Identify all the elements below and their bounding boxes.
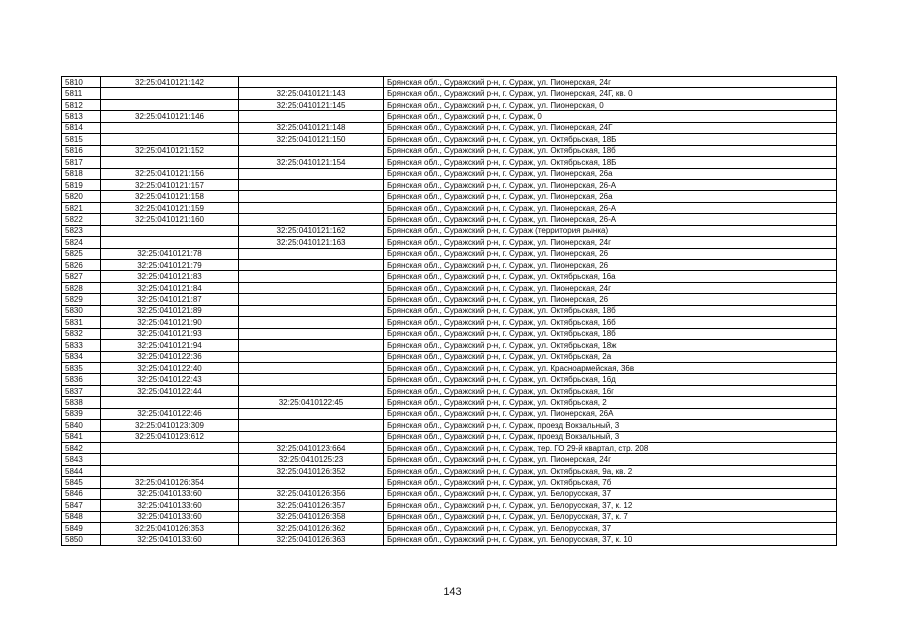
cadastral-number-cell: 32:25:0410123:309 bbox=[101, 420, 239, 431]
cadastral-number-cell: 32:25:0410122:44 bbox=[101, 385, 239, 396]
object-cadastral-number-cell bbox=[239, 477, 384, 488]
address-cell: Брянская обл., Суражский р-н, г. Сураж, ул. Пионерская, 26 bbox=[384, 294, 837, 305]
row-number-cell: 5849 bbox=[62, 523, 101, 534]
row-number-cell: 5832 bbox=[62, 328, 101, 339]
address-cell: Брянская обл., Суражский р-н, г. Сураж, ул. Красноармейская, 36в bbox=[384, 362, 837, 373]
object-cadastral-number-cell bbox=[239, 260, 384, 271]
address-cell: Брянская обл., Суражский р-н, г. Сураж, ул. Пионерская, 26 bbox=[384, 248, 837, 259]
cadastral-number-cell: 32:25:0410121:158 bbox=[101, 191, 239, 202]
object-cadastral-number-cell bbox=[239, 420, 384, 431]
address-cell: Брянская обл., Суражский р-н, г. Сураж, ул. Октябрьская, 18Б bbox=[384, 134, 837, 145]
address-cell: Брянская обл., Суражский р-н, г. Сураж, ул. Пионерская, 24г bbox=[384, 237, 837, 248]
cadastral-number-cell: 32:25:0410121:90 bbox=[101, 317, 239, 328]
address-cell: Брянская обл., Суражский р-н, г. Сураж, ул. Белорусская, 37, к. 10 bbox=[384, 534, 837, 545]
table-row bbox=[62, 191, 837, 202]
object-cadastral-number-cell: 32:25:0410126:358 bbox=[239, 511, 384, 522]
row-number-cell: 5813 bbox=[62, 111, 101, 122]
table-row bbox=[62, 157, 837, 168]
object-cadastral-number-cell bbox=[239, 111, 384, 122]
object-cadastral-number-cell bbox=[239, 374, 384, 385]
cadastral-number-cell: 32:25:0410123:612 bbox=[101, 431, 239, 442]
table-row bbox=[62, 214, 837, 225]
address-cell: Брянская обл., Суражский р-н, г. Сураж, ул. Пионерская, 24г bbox=[384, 454, 837, 465]
object-cadastral-number-cell bbox=[239, 202, 384, 213]
table-row bbox=[62, 260, 837, 271]
cadastral-table bbox=[61, 76, 837, 546]
cadastral-number-cell: 32:25:0410126:354 bbox=[101, 477, 239, 488]
table-row bbox=[62, 408, 837, 419]
address-cell: Брянская обл., Суражский р-н, г. Сураж, ул. Белорусская, 37 bbox=[384, 523, 837, 534]
object-cadastral-number-cell bbox=[239, 179, 384, 190]
table-row bbox=[62, 202, 837, 213]
object-cadastral-number-cell bbox=[239, 145, 384, 156]
table-row bbox=[62, 305, 837, 316]
table-row bbox=[62, 385, 837, 396]
row-number-cell: 5846 bbox=[62, 488, 101, 499]
object-cadastral-number-cell bbox=[239, 340, 384, 351]
table-row bbox=[62, 111, 837, 122]
address-cell: Брянская обл., Суражский р-н, г. Сураж, ул. Октябрьская, 2а bbox=[384, 351, 837, 362]
cadastral-number-cell: 32:25:0410133:60 bbox=[101, 500, 239, 511]
object-cadastral-number-cell: 32:25:0410121:150 bbox=[239, 134, 384, 145]
object-cadastral-number-cell: 32:25:0410126:362 bbox=[239, 523, 384, 534]
row-number-cell: 5822 bbox=[62, 214, 101, 225]
address-cell: Брянская обл., Суражский р-н, г. Сураж, ул. Белорусская, 37 bbox=[384, 488, 837, 499]
object-cadastral-number-cell: 32:25:0410123:664 bbox=[239, 443, 384, 454]
table-row bbox=[62, 168, 837, 179]
row-number-cell: 5831 bbox=[62, 317, 101, 328]
row-number-cell: 5825 bbox=[62, 248, 101, 259]
address-cell: Брянская обл., Суражский р-н, г. Сураж, ул. Пионерская, 26 bbox=[384, 260, 837, 271]
cadastral-number-cell: 32:25:0410121:157 bbox=[101, 179, 239, 190]
row-number-cell: 5835 bbox=[62, 362, 101, 373]
table-row bbox=[62, 271, 837, 282]
row-number-cell: 5841 bbox=[62, 431, 101, 442]
table-row bbox=[62, 225, 837, 236]
cadastral-number-cell: 32:25:0410122:40 bbox=[101, 362, 239, 373]
object-cadastral-number-cell bbox=[239, 305, 384, 316]
address-cell: Брянская обл., Суражский р-н, г. Сураж, ул. Октябрьская, 18ж bbox=[384, 340, 837, 351]
address-cell: Брянская обл., Суражский р-н, г. Сураж, ул. Пионерская, 26а bbox=[384, 191, 837, 202]
object-cadastral-number-cell bbox=[239, 328, 384, 339]
object-cadastral-number-cell bbox=[239, 385, 384, 396]
row-number-cell: 5838 bbox=[62, 397, 101, 408]
address-cell: Брянская обл., Суражский р-н, г. Сураж, проезд Вокзальный, 3 bbox=[384, 420, 837, 431]
address-cell: Брянская обл., Суражский р-н, г. Сураж, ул. Белорусская, 37, к. 7 bbox=[384, 511, 837, 522]
object-cadastral-number-cell: 32:25:0410125:23 bbox=[239, 454, 384, 465]
row-number-cell: 5848 bbox=[62, 511, 101, 522]
object-cadastral-number-cell: 32:25:0410122:45 bbox=[239, 397, 384, 408]
cadastral-number-cell: 32:25:0410121:160 bbox=[101, 214, 239, 225]
address-cell: Брянская обл., Суражский р-н, г. Сураж, ул. Октябрьская, 18б bbox=[384, 328, 837, 339]
table-row bbox=[62, 340, 837, 351]
address-cell: Брянская обл., Суражский р-н, г. Сураж, тер. ГО 29-й квартал, стр. 208 bbox=[384, 443, 837, 454]
cadastral-number-cell: 32:25:0410121:152 bbox=[101, 145, 239, 156]
object-cadastral-number-cell bbox=[239, 431, 384, 442]
address-cell: Брянская обл., Суражский р-н, г. Сураж, ул. Пионерская, 26а bbox=[384, 168, 837, 179]
row-number-cell: 5845 bbox=[62, 477, 101, 488]
address-cell: Брянская обл., Суражский р-н, г. Сураж, проезд Вокзальный, 3 bbox=[384, 431, 837, 442]
row-number-cell: 5818 bbox=[62, 168, 101, 179]
row-number-cell: 5814 bbox=[62, 122, 101, 133]
address-cell: Брянская обл., Суражский р-н, г. Сураж, ул. Пионерская, 26-А bbox=[384, 179, 837, 190]
table-row bbox=[62, 454, 837, 465]
row-number-cell: 5829 bbox=[62, 294, 101, 305]
cadastral-number-cell bbox=[101, 88, 239, 99]
row-number-cell: 5834 bbox=[62, 351, 101, 362]
table-row bbox=[62, 134, 837, 145]
address-cell: Брянская обл., Суражский р-н, г. Сураж (территория рынка) bbox=[384, 225, 837, 236]
object-cadastral-number-cell: 32:25:0410121:163 bbox=[239, 237, 384, 248]
object-cadastral-number-cell: 32:25:0410121:145 bbox=[239, 99, 384, 110]
cadastral-number-cell: 32:25:0410122:43 bbox=[101, 374, 239, 385]
table-row bbox=[62, 237, 837, 248]
address-cell: Брянская обл., Суражский р-н, г. Сураж, ул. Пионерская, 24г bbox=[384, 282, 837, 293]
table-row bbox=[62, 328, 837, 339]
row-number-cell: 5823 bbox=[62, 225, 101, 236]
cadastral-number-cell: 32:25:0410121:83 bbox=[101, 271, 239, 282]
object-cadastral-number-cell bbox=[239, 168, 384, 179]
table-row bbox=[62, 294, 837, 305]
object-cadastral-number-cell bbox=[239, 317, 384, 328]
table-row bbox=[62, 465, 837, 476]
cadastral-number-cell: 32:25:0410121:93 bbox=[101, 328, 239, 339]
cadastral-number-cell: 32:25:0410121:159 bbox=[101, 202, 239, 213]
row-number-cell: 5826 bbox=[62, 260, 101, 271]
cadastral-number-cell: 32:25:0410121:156 bbox=[101, 168, 239, 179]
cadastral-number-cell bbox=[101, 225, 239, 236]
table-row bbox=[62, 477, 837, 488]
object-cadastral-number-cell bbox=[239, 294, 384, 305]
object-cadastral-number-cell bbox=[239, 408, 384, 419]
cadastral-number-cell: 32:25:0410122:46 bbox=[101, 408, 239, 419]
row-number-cell: 5811 bbox=[62, 88, 101, 99]
object-cadastral-number-cell: 32:25:0410121:154 bbox=[239, 157, 384, 168]
table-row bbox=[62, 420, 837, 431]
cadastral-number-cell: 32:25:0410121:79 bbox=[101, 260, 239, 271]
row-number-cell: 5844 bbox=[62, 465, 101, 476]
cadastral-number-cell bbox=[101, 237, 239, 248]
table-row bbox=[62, 317, 837, 328]
table-row bbox=[62, 248, 837, 259]
table-row bbox=[62, 397, 837, 408]
row-number-cell: 5815 bbox=[62, 134, 101, 145]
cadastral-number-cell: 32:25:0410133:60 bbox=[101, 511, 239, 522]
row-number-cell: 5816 bbox=[62, 145, 101, 156]
table-row bbox=[62, 431, 837, 442]
cadastral-number-cell: 32:25:0410121:146 bbox=[101, 111, 239, 122]
row-number-cell: 5850 bbox=[62, 534, 101, 545]
cadastral-number-cell: 32:25:0410121:89 bbox=[101, 305, 239, 316]
address-cell: Брянская обл., Суражский р-н, г. Сураж, ул. Октябрьская, 18б bbox=[384, 305, 837, 316]
address-cell: Брянская обл., Суражский р-н, г. Сураж, ул. Пионерская, 24г bbox=[384, 77, 837, 88]
address-cell: Брянская обл., Суражский р-н, г. Сураж, ул. Октябрьская, 9а, кв. 2 bbox=[384, 465, 837, 476]
row-number-cell: 5827 bbox=[62, 271, 101, 282]
address-cell: Брянская обл., Суражский р-н, г. Сураж, 0 bbox=[384, 111, 837, 122]
cadastral-number-cell bbox=[101, 99, 239, 110]
table-row bbox=[62, 488, 837, 499]
address-cell: Брянская обл., Суражский р-н, г. Сураж, ул. Октябрьская, 16б bbox=[384, 317, 837, 328]
object-cadastral-number-cell bbox=[239, 248, 384, 259]
object-cadastral-number-cell: 32:25:0410121:148 bbox=[239, 122, 384, 133]
cadastral-number-cell bbox=[101, 465, 239, 476]
address-cell: Брянская обл., Суражский р-н, г. Сураж, ул. Октябрьская, 16а bbox=[384, 271, 837, 282]
object-cadastral-number-cell: 32:25:0410126:357 bbox=[239, 500, 384, 511]
row-number-cell: 5837 bbox=[62, 385, 101, 396]
table-body bbox=[62, 77, 837, 546]
table-row bbox=[62, 99, 837, 110]
address-cell: Брянская обл., Суражский р-н, г. Сураж, ул. Октябрьская, 7б bbox=[384, 477, 837, 488]
cadastral-number-cell: 32:25:0410133:60 bbox=[101, 488, 239, 499]
cadastral-number-cell bbox=[101, 157, 239, 168]
object-cadastral-number-cell bbox=[239, 77, 384, 88]
table-row bbox=[62, 179, 837, 190]
table-row bbox=[62, 500, 837, 511]
cadastral-number-cell bbox=[101, 443, 239, 454]
row-number-cell: 5847 bbox=[62, 500, 101, 511]
cadastral-number-cell: 32:25:0410121:84 bbox=[101, 282, 239, 293]
cadastral-number-cell: 32:25:0410133:60 bbox=[101, 534, 239, 545]
table-row bbox=[62, 374, 837, 385]
page-number: 143 bbox=[443, 586, 462, 598]
row-number-cell: 5817 bbox=[62, 157, 101, 168]
row-number-cell: 5839 bbox=[62, 408, 101, 419]
row-number-cell: 5819 bbox=[62, 179, 101, 190]
object-cadastral-number-cell bbox=[239, 214, 384, 225]
cadastral-number-cell: 32:25:0410121:142 bbox=[101, 77, 239, 88]
object-cadastral-number-cell: 32:25:0410126:356 bbox=[239, 488, 384, 499]
table-row bbox=[62, 362, 837, 373]
cadastral-number-cell: 32:25:0410121:87 bbox=[101, 294, 239, 305]
address-cell: Брянская обл., Суражский р-н, г. Сураж, ул. Пионерская, 26-А bbox=[384, 214, 837, 225]
address-cell: Брянская обл., Суражский р-н, г. Сураж, ул. Пионерская, 24Г, кв. 0 bbox=[384, 88, 837, 99]
table-row bbox=[62, 443, 837, 454]
row-number-cell: 5812 bbox=[62, 99, 101, 110]
address-cell: Брянская обл., Суражский р-н, г. Сураж, ул. Октябрьская, 16д bbox=[384, 374, 837, 385]
table-row bbox=[62, 122, 837, 133]
row-number-cell: 5836 bbox=[62, 374, 101, 385]
row-number-cell: 5840 bbox=[62, 420, 101, 431]
cadastral-number-cell bbox=[101, 134, 239, 145]
object-cadastral-number-cell: 32:25:0410121:143 bbox=[239, 88, 384, 99]
address-cell: Брянская обл., Суражский р-н, г. Сураж, ул. Октябрьская, 18б bbox=[384, 145, 837, 156]
address-cell: Брянская обл., Суражский р-н, г. Сураж, ул. Пионерская, 0 bbox=[384, 99, 837, 110]
object-cadastral-number-cell bbox=[239, 282, 384, 293]
address-cell: Брянская обл., Суражский р-н, г. Сураж, ул. Октябрьская, 2 bbox=[384, 397, 837, 408]
object-cadastral-number-cell bbox=[239, 351, 384, 362]
table-row bbox=[62, 534, 837, 545]
address-cell: Брянская обл., Суражский р-н, г. Сураж, ул. Белорусская, 37, к. 12 bbox=[384, 500, 837, 511]
address-cell: Брянская обл., Суражский р-н, г. Сураж, ул. Октябрьская, 16г bbox=[384, 385, 837, 396]
row-number-cell: 5833 bbox=[62, 340, 101, 351]
cadastral-number-cell: 32:25:0410121:78 bbox=[101, 248, 239, 259]
address-cell: Брянская обл., Суражский р-н, г. Сураж, ул. Пионерская, 26-А bbox=[384, 202, 837, 213]
object-cadastral-number-cell: 32:25:0410126:363 bbox=[239, 534, 384, 545]
table-row bbox=[62, 511, 837, 522]
table-row bbox=[62, 145, 837, 156]
table-row bbox=[62, 77, 837, 88]
cadastral-number-cell bbox=[101, 397, 239, 408]
address-cell: Брянская обл., Суражский р-н, г. Сураж, ул. Пионерская, 24Г bbox=[384, 122, 837, 133]
row-number-cell: 5830 bbox=[62, 305, 101, 316]
cadastral-number-cell bbox=[101, 122, 239, 133]
row-number-cell: 5824 bbox=[62, 237, 101, 248]
row-number-cell: 5810 bbox=[62, 77, 101, 88]
cadastral-number-cell: 32:25:0410126:353 bbox=[101, 523, 239, 534]
row-number-cell: 5828 bbox=[62, 282, 101, 293]
cadastral-number-cell bbox=[101, 454, 239, 465]
row-number-cell: 5842 bbox=[62, 443, 101, 454]
table-row bbox=[62, 351, 837, 362]
row-number-cell: 5843 bbox=[62, 454, 101, 465]
object-cadastral-number-cell bbox=[239, 362, 384, 373]
row-number-cell: 5821 bbox=[62, 202, 101, 213]
table-row bbox=[62, 282, 837, 293]
table-row bbox=[62, 523, 837, 534]
cadastral-number-cell: 32:25:0410121:94 bbox=[101, 340, 239, 351]
object-cadastral-number-cell: 32:25:0410121:162 bbox=[239, 225, 384, 236]
cadastral-number-cell: 32:25:0410122:36 bbox=[101, 351, 239, 362]
object-cadastral-number-cell: 32:25:0410126:352 bbox=[239, 465, 384, 476]
row-number-cell: 5820 bbox=[62, 191, 101, 202]
address-cell: Брянская обл., Суражский р-н, г. Сураж, ул. Октябрьская, 18Б bbox=[384, 157, 837, 168]
cadastral-table-page bbox=[61, 76, 836, 546]
address-cell: Брянская обл., Суражский р-н, г. Сураж, ул. Пионерская, 26А bbox=[384, 408, 837, 419]
table-row bbox=[62, 88, 837, 99]
object-cadastral-number-cell bbox=[239, 271, 384, 282]
object-cadastral-number-cell bbox=[239, 191, 384, 202]
